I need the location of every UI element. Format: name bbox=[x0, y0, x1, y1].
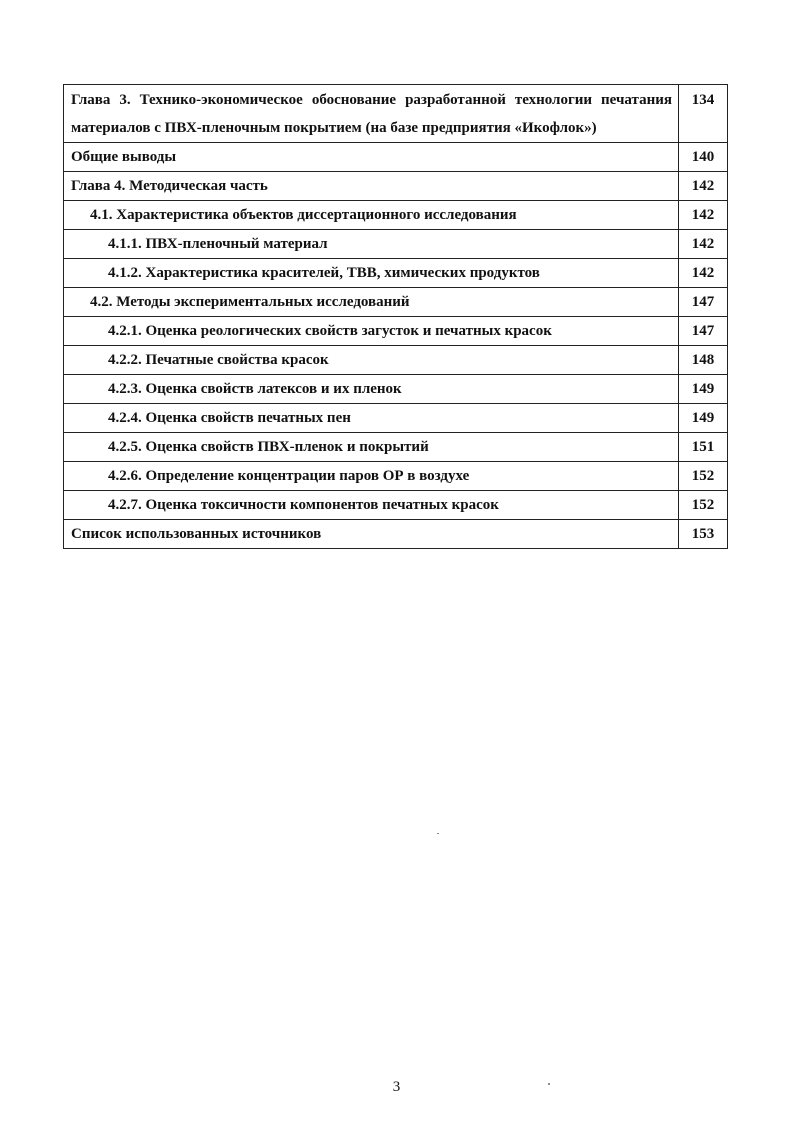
toc-entry-title: 4.2.4. Оценка свойств печатных пен bbox=[64, 404, 679, 433]
toc-row bbox=[64, 201, 728, 230]
toc-row bbox=[64, 143, 728, 172]
toc-entry-title: 4.2.7. Оценка токсичности компонентов печатных красок bbox=[64, 491, 679, 520]
toc-entry-title: Список использованных источников bbox=[64, 520, 679, 549]
toc-entry-title: Глава 4. Методическая часть bbox=[64, 172, 679, 201]
toc-row bbox=[64, 462, 728, 491]
toc-row bbox=[64, 85, 728, 143]
toc-entry-title: 4.1.1. ПВХ-пленочный материал bbox=[64, 230, 679, 259]
toc-entry-title: 4.1.2. Характеристика красителей, ТВВ, химических продуктов bbox=[64, 259, 679, 288]
toc-row bbox=[64, 520, 728, 549]
toc-row bbox=[64, 259, 728, 288]
toc-entry-page: 140 bbox=[679, 143, 728, 172]
toc-row bbox=[64, 317, 728, 346]
table-of-contents bbox=[63, 84, 728, 549]
toc-entry-title: 4.1. Характеристика объектов диссертационного исследования bbox=[64, 201, 679, 230]
toc-row bbox=[64, 288, 728, 317]
toc-entry-title: Общие выводы bbox=[64, 143, 679, 172]
toc-row bbox=[64, 230, 728, 259]
toc-row bbox=[64, 404, 728, 433]
toc-entry-page: 153 bbox=[679, 520, 728, 549]
toc-row bbox=[64, 491, 728, 520]
toc-entry-page: 142 bbox=[679, 172, 728, 201]
toc-entry-page: 149 bbox=[679, 404, 728, 433]
toc-entry-title: 4.2.2. Печатные свойства красок bbox=[64, 346, 679, 375]
toc-row bbox=[64, 375, 728, 404]
toc-entry-title: 4.2.6. Определение концентрации паров ОР в воздухе bbox=[64, 462, 679, 491]
toc-entry-page: 142 bbox=[679, 259, 728, 288]
toc-entry-page: 151 bbox=[679, 433, 728, 462]
toc-entry-title: 4.2. Методы экспериментальных исследований bbox=[64, 288, 679, 317]
toc-entry-page: 152 bbox=[679, 462, 728, 491]
toc-entry-page: 142 bbox=[679, 201, 728, 230]
toc-entry-title: 4.2.5. Оценка свойств ПВХ-пленок и покрытий bbox=[64, 433, 679, 462]
toc-entry-title: 4.2.3. Оценка свойств латексов и их пленок bbox=[64, 375, 679, 404]
toc-entry-page: 142 bbox=[679, 230, 728, 259]
toc-entry-title: 4.2.1. Оценка реологических свойств загусток и печатных красок bbox=[64, 317, 679, 346]
scan-speck bbox=[437, 833, 439, 834]
toc-entry-page: 147 bbox=[679, 317, 728, 346]
toc-entry-title: Глава 3. Технико-экономическое обоснование разработанной технологии печатания материалов с ПВХ-пленочным покрытием (на базе предприятия «Икофлок») bbox=[64, 85, 679, 143]
toc-entry-page: 149 bbox=[679, 375, 728, 404]
toc-entry-page: 148 bbox=[679, 346, 728, 375]
toc-row bbox=[64, 172, 728, 201]
toc-entry-page: 152 bbox=[679, 491, 728, 520]
toc-entry-page: 134 bbox=[679, 85, 728, 143]
page-number: 3 bbox=[392, 1079, 401, 1095]
toc-row bbox=[64, 346, 728, 375]
toc-row bbox=[64, 433, 728, 462]
toc-entry-page: 147 bbox=[679, 288, 728, 317]
